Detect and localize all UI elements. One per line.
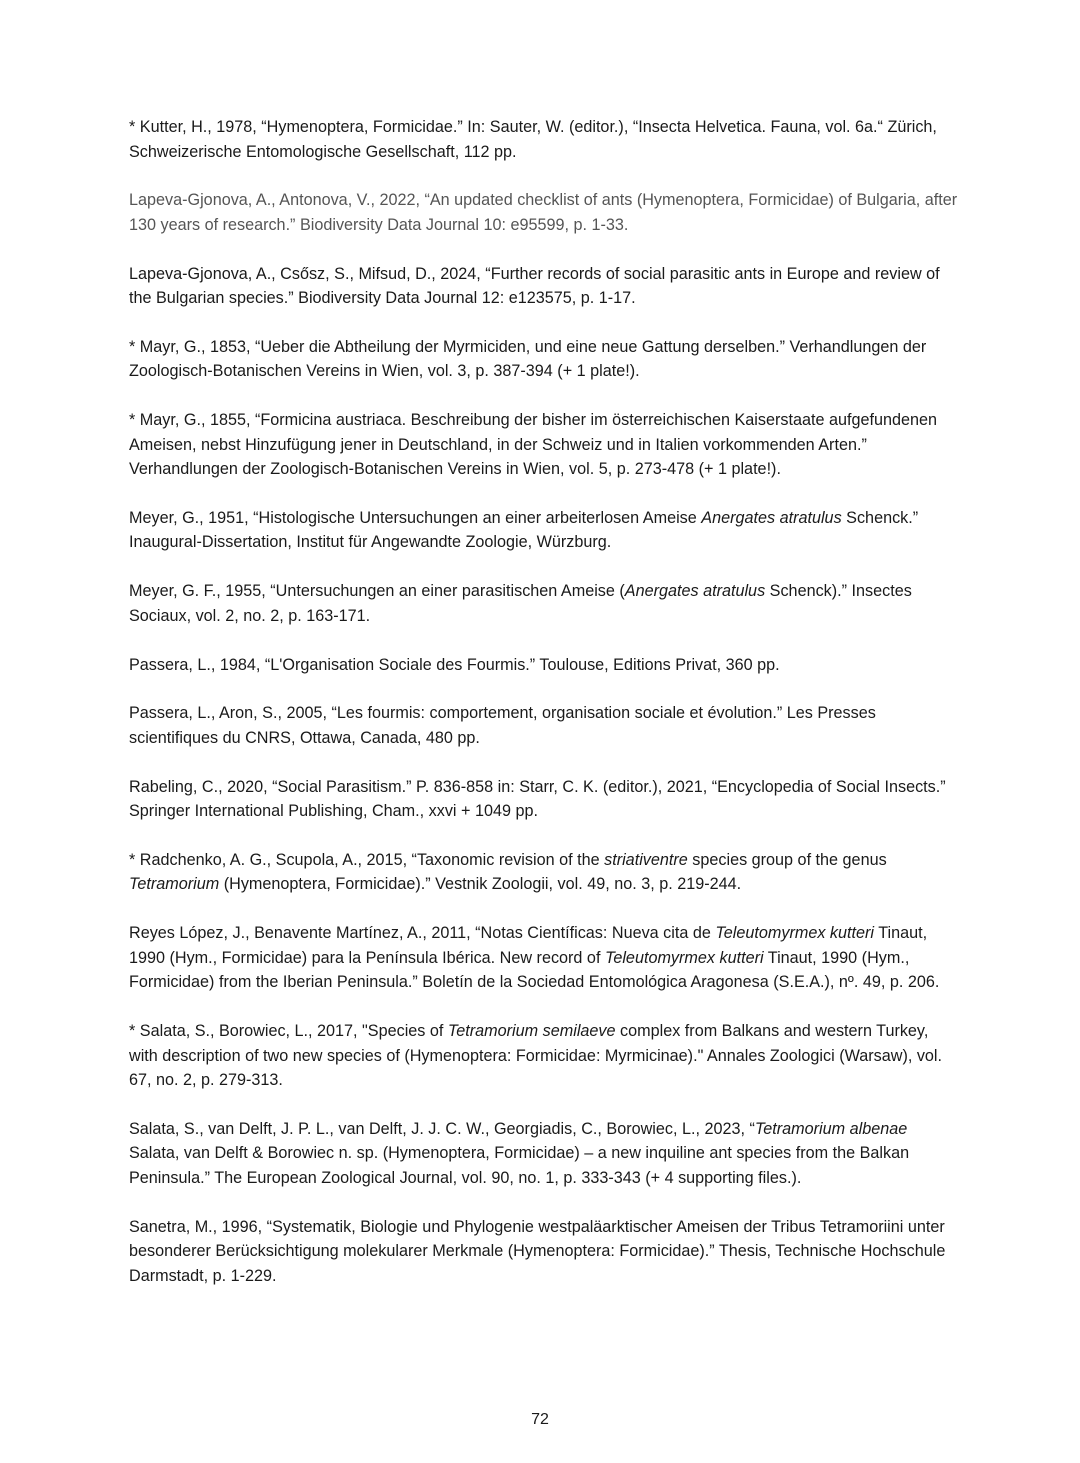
reference-entry: [129, 1117, 959, 1191]
reference-text: Tinaut, 1990 (Hym., Formicidae) para la Península Ibérica. New record of: [129, 924, 928, 967]
reference-entry: [129, 115, 959, 164]
reference-entry: [129, 653, 959, 678]
reference-entry: [129, 775, 959, 824]
reference-text: Rabeling, C., 2020, “Social Parasitism.” P. 836-858 in: Starr, C. K. (editor.), 2021, “Encyclopedia of Social Insects.” Springer International Publishing, Cham., xxvi + 1049 pp.: [129, 777, 946, 821]
reference-text: Schenck).” Insectes Sociaux, vol. 2, no. 2, p. 163-171.: [129, 582, 912, 625]
reference-italic-text: Teleutomyrmex kutteri: [604, 948, 764, 967]
page-number: 72: [531, 1411, 549, 1428]
reference-italic-text: Tetramorium albenae: [754, 1119, 908, 1138]
reference-text: Lapeva-Gjonova, A., Antonova, V., 2022, “An updated checklist of ants (Hymenoptera, Formicidae) of Bulgaria, after 130 years of research.” Biodiversity Data Journal 10: e95599, p. 1-33.: [129, 191, 958, 234]
reference-text: (Hymenoptera, Formicidae).” Vestnik Zoologii, vol. 49, no. 3, p. 219-244.: [219, 875, 742, 894]
reference-text: * Mayr, G., 1853, “Ueber die Abtheilung der Myrmiciden, und eine neue Gattung derselben.” Verhandlungen der Zoologisch-Botanischen Vereins in Wien, vol. 3, p. 387-394 (+ 1 plate!).: [129, 337, 927, 381]
reference-text: Tinaut, 1990 (Hym., Formicidae) from the Iberian Peninsula.” Boletín de la Sociedad Entomológica Aragonesa (S.E.A.), nº. 49, p. 206.: [129, 948, 940, 992]
reference-text: Schenck.” Inaugural-Dissertation, Institut für Angewandte Zoologie, Würzburg.: [129, 508, 919, 552]
reference-text: Sanetra, M., 1996, “Systematik, Biologie und Phylogenie westpaläarktischer Ameisen der Tribus Tetramoriini unter besonderer Berücksichtigung molekularer Merkmale (Hymenoptera: Formicidae).” Thesis, Technische Hochschule Darmstadt, p. 1-229.: [129, 1217, 946, 1285]
reference-italic-text: striativentre: [604, 850, 688, 869]
reference-text: Meyer, G. F., 1955, “Untersuchungen an einer parasitischen Ameise (: [129, 582, 625, 601]
reference-text: Reyes López, J., Benavente Martínez, A., 2011, “Notas Científicas: Nueva cita de: [129, 924, 716, 943]
reference-text: Meyer, G., 1951, “Histologische Untersuchungen an einer arbeiterlosen Ameise: [129, 508, 702, 527]
reference-italic-text: Tetramorium: [129, 875, 220, 894]
reference-entry: [129, 579, 959, 628]
reference-text: * Kutter, H., 1978, “Hymenoptera, Formicidae.” In: Sauter, W. (editor.), “Insecta Helvetica. Fauna, vol. 6a.“ Zürich, Schweizerische Entomologische Gesellschaft, 112 pp.: [129, 118, 937, 161]
reference-italic-text: Anergates atratulus: [701, 508, 842, 527]
reference-entry: [129, 408, 959, 482]
reference-text: Salata, van Delft & Borowiec n. sp. (Hymenoptera, Formicidae) – a new inquiline ant species from the Balkan Peninsula.” The European Zoological Journal, vol. 90, no. 1, p. 333-343 (+ 4 supporting files.).: [129, 1144, 910, 1187]
reference-italic-text: Tetramorium semilaeve: [447, 1022, 616, 1041]
reference-entry: [129, 506, 959, 555]
reference-entry: [129, 335, 959, 384]
reference-text: species group of the genus: [687, 850, 887, 869]
reference-text: * Mayr, G., 1855, “Formicina austriaca. Beschreibung der bisher im österreichischen Kaiserstaate aufgefundenen Ameisen, nebst Hinzufügung jener in Deutschland, in der Schweiz und in Italien vorkommenden Arten.” Verhandlungen der Zoologisch-Botanischen Vereins in Wien, vol. 5, p. 273-478 (+ 1 plate!).: [129, 411, 937, 479]
reference-entry: [129, 921, 959, 995]
reference-text: * Salata, S., Borowiec, L., 2017, "Species of: [129, 1022, 448, 1041]
reference-text: Passera, L., Aron, S., 2005, “Les fourmis: comportement, organisation sociale et évolution.” Les Presses scientifiques du CNRS, Ottawa, Canada, 480 pp.: [129, 704, 876, 747]
reference-italic-text: Anergates atratulus: [624, 582, 766, 601]
reference-entry: [129, 1215, 959, 1289]
reference-text: Salata, S., van Delft, J. P. L., van Delft, J. J. C. W., Georgiadis, C., Borowiec, L., 2023, “: [129, 1119, 755, 1138]
reference-entry: [129, 701, 959, 750]
reference-text: * Radchenko, A. G., Scupola, A., 2015, “Taxonomic revision of the: [129, 850, 605, 869]
reference-italic-text: Teleutomyrmex kutteri: [715, 924, 874, 943]
reference-entry: [129, 262, 959, 311]
reference-entry: [129, 848, 959, 897]
reference-text: complex from Balkans and western Turkey, with description of two new species of (Hymenoptera: Formicidae: Myrmicinae)." Annales Zoologici (Warsaw), vol. 67, no. 2, p. 279-313.: [129, 1022, 943, 1090]
reference-list: [129, 115, 959, 1312]
reference-entry: [129, 1019, 959, 1093]
reference-text: Lapeva-Gjonova, A., Csősz, S., Mifsud, D., 2024, “Further records of social parasitic ants in Europe and review of the Bulgarian species.” Biodiversity Data Journal 12: e123575, p. 1-17.: [129, 264, 940, 308]
reference-text: Passera, L., 1984, “L'Organisation Sociale des Fourmis.” Toulouse, Editions Privat, 360 pp.: [129, 655, 780, 674]
reference-entry: [129, 188, 959, 237]
